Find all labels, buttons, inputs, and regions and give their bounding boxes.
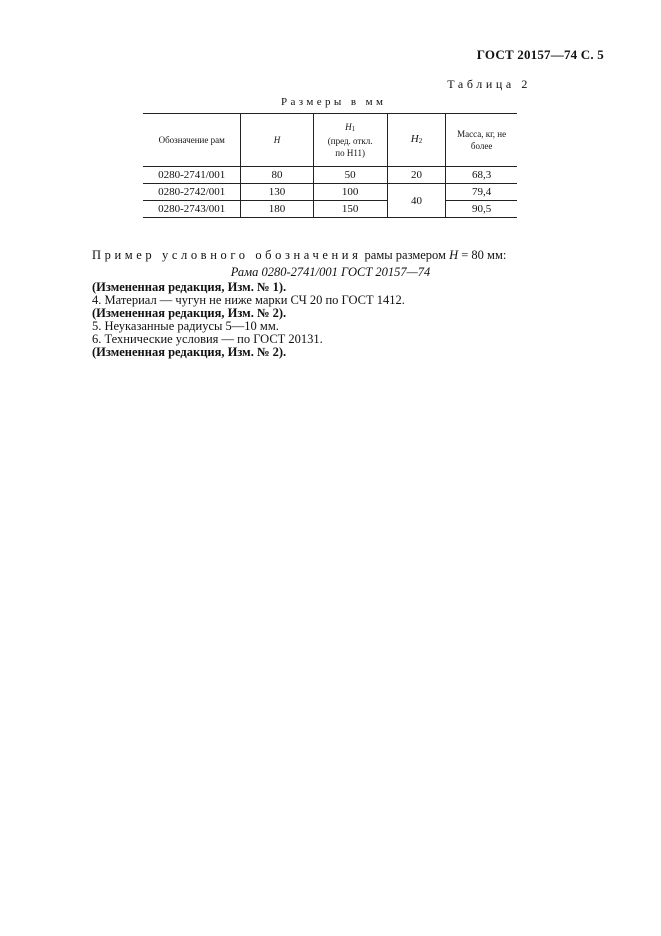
cell-h: 130 [241,184,313,201]
cell-mass: 79,4 [446,184,517,201]
cell-designation: 0280-2741/001 [143,167,241,184]
header-h1-symbol: H [345,122,352,132]
cell-h2-merged: 40 [387,184,446,218]
header-h1-tolerance-line2: по H11) [335,148,365,158]
table-row [143,184,517,201]
table-header-row [143,114,517,167]
cell-h: 80 [241,167,313,184]
header-h1-tolerance-line1: (пред. откл. [327,136,373,146]
revision-note: (Измененная редакция, Изм. № 2). [92,344,287,359]
example-text-before: рамы размером [364,248,446,262]
example-text-after: = 80 мм: [461,248,507,262]
cell-designation: 0280-2743/001 [143,201,241,218]
header-h2 [387,114,446,167]
dimensions-table [143,113,517,218]
cell-designation: 0280-2742/001 [143,184,241,201]
notes-list [92,281,405,358]
header-h1-subscript: 1 [351,125,356,133]
header-mass [446,114,517,167]
note-material: 4. Материал — чугун не ниже марки СЧ 20 по ГОСТ 1412. [92,292,405,307]
header-mass-line2: более [470,141,493,151]
header-mass-line1: Масса, кг, не [457,129,507,139]
cell-h1: 100 [313,184,387,201]
header-h2-symbol: H [410,133,419,145]
cell-h1: 50 [313,167,387,184]
header-designation: Обозначение рам [143,114,241,167]
note-specifications: 6. Технические условия — по ГОСТ 20131. [92,331,323,346]
example-designation: Рама 0280-2741/001 ГОСТ 20157—74 [230,265,431,279]
revision-note: (Измененная редакция, Изм. № 2). [92,305,287,320]
header-h2-subscript: 2 [418,137,423,145]
note-radii: 5. Неуказанные радиусы 5—10 мм. [92,318,279,333]
table-caption: Размеры в мм [281,96,387,108]
revision-note: (Измененная редакция, Изм. № 1). [92,280,287,294]
page-header: ГОСТ 20157—74 С. 5 [476,47,604,62]
table-number: Таблица 2 [447,77,531,91]
cell-mass: 90,5 [446,201,517,218]
example-line [92,248,506,263]
cell-h: 180 [241,201,313,218]
header-h1 [313,114,387,167]
example-heading: Пример условного обозначения [92,248,362,262]
example-symbol: H [449,248,459,262]
cell-h1: 150 [313,201,387,218]
header-h [241,114,313,167]
cell-h2: 20 [387,167,446,184]
cell-mass: 68,3 [446,167,517,184]
table-row [143,201,517,218]
header-h-symbol: H [273,135,281,145]
table-row [143,167,517,184]
